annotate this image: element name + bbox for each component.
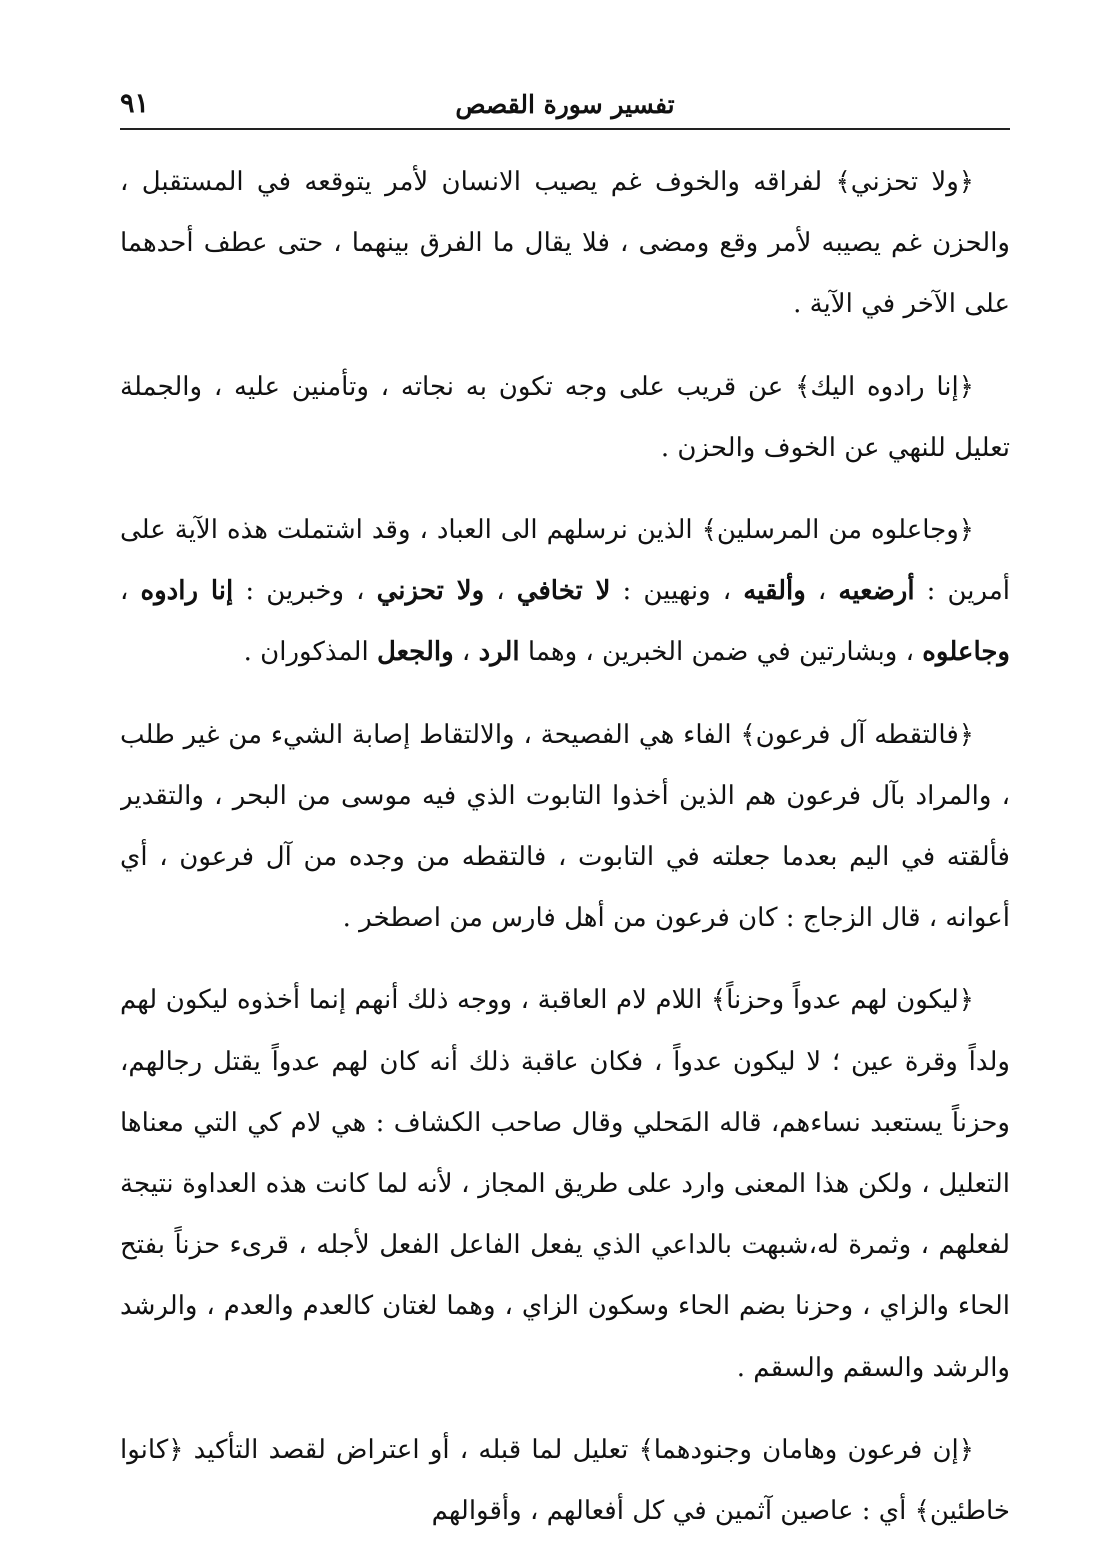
separator-text: ، <box>120 576 141 607</box>
paragraph-4 <box>120 705 1010 950</box>
separator-text: ، <box>484 576 517 607</box>
commentary-text: اللام لام العاقبة ، ووجه ذلك أنهم إنما أخذوه ليكون لهم ولداً وقرة عين ؛ لا ليكون عدواً ، فكان عاقبة ذلك أنه كان لهم عدواً يقتل رجالهم، وحزناً يستعبد نساءهم، قاله المَحلي وقال صاحب الكشاف : هي لام كي التي معناها التعليل ، ولكن هذا المعنى وارد على طريق المجاز ، لأنه لما كانت هذه العداوة نتيجة لفعلهم ، وثمرة له،شبهت بالداعي الذي يفعل الفاعل الفعل لأجله ، قرىء حزناً بفتح الحاء والزاي ، وحزنا بضم الحاء وسكون الزاي ، وهما لغتان كالعدم والعدم ، والرشد والرشد والسقم والسقم . <box>120 985 1010 1383</box>
separator-text: ، <box>453 637 479 668</box>
commentary-text: الذين نرسلهم الى العباد ، وقد اشتملت هذه الآية على أمرين : <box>120 515 1010 607</box>
bold-term: لا تخافي <box>516 576 611 607</box>
quran-quote: ﴿فالتقطه آل فرعون﴾ <box>740 719 975 750</box>
page-number: ٩١ <box>120 88 150 119</box>
paragraph-5 <box>120 970 1010 1398</box>
quran-quote: ﴿إن فرعون وهامان وجنودهما﴾ <box>638 1434 975 1465</box>
body-text <box>120 152 1010 1542</box>
commentary-text: أي : عاصين آثمين في كل أفعالهم ، وأقوالهم <box>431 1496 915 1527</box>
bold-term: أرضعيه <box>838 576 915 607</box>
document-page <box>120 80 1010 1550</box>
paragraph-1 <box>120 152 1010 336</box>
commentary-text: لفراقه والخوف غم يصيب الانسان لأمر يتوقعه في المستقبل ، والحزن غم يصيبه لأمر وقع ومضى ، فلا يقال ما الفرق بينهما ، حتى عطف أحدهما على الآخر في الآية . <box>120 167 1010 320</box>
paragraph-3 <box>120 500 1010 684</box>
bold-term: إنا رادوه <box>140 576 234 607</box>
paragraph-2 <box>120 357 1010 479</box>
running-header <box>120 80 1010 130</box>
commentary-text: ، وبشارتين في ضمن الخبرين ، وهما <box>519 637 923 668</box>
commentary-text: المذكوران . <box>243 637 377 668</box>
bold-term: والجعل <box>376 637 454 668</box>
quran-quote: ﴿إنا رادوه اليك﴾ <box>795 371 974 402</box>
bold-term: وجاعلوه <box>922 637 1010 668</box>
bold-term: وألقيه <box>743 576 806 607</box>
separator-text: ، <box>805 576 839 607</box>
quran-quote: ﴿وجاعلوه من المرسلين﴾ <box>701 515 974 546</box>
commentary-text: ، وخبرين : <box>233 576 377 607</box>
commentary-text: عن قريب على وجه تكون به نجاته ، وتأمنين عليه ، والجملة تعليل للنهي عن الخوف والحزن . <box>120 371 1010 463</box>
quran-quote: ﴿كانوا خاطئين﴾ <box>120 1434 1010 1527</box>
page-title: تفسير سورة القصص <box>455 90 675 119</box>
paragraph-6 <box>120 1420 1010 1542</box>
bold-term: ولا تحزني <box>376 576 485 607</box>
commentary-text: ، ونهيين : <box>610 576 744 607</box>
commentary-text: تعليل لما قبله ، أو اعتراض لقصد التأكيد <box>183 1434 639 1465</box>
commentary-text: الفاء هي الفصيحة ، والالتقاط إصابة الشيء من غير طلب ، والمراد بآل فرعون هم الذين أخذوا التابوت الذي فيه موسى من البحر ، والتقدير فألقته في اليم بعدما جعلته في التابوت ، فالتقطه من وجده من آل فرعون ، أي أعوانه ، قال الزجاج : كان فرعون من أهل فارس من اصطخر . <box>120 719 1010 934</box>
quran-quote: ﴿ولا تحزني﴾ <box>835 167 974 197</box>
bold-term: الرد <box>478 637 520 668</box>
quran-quote: ﴿ليكون لهم عدواً وحزناً﴾ <box>710 985 974 1016</box>
